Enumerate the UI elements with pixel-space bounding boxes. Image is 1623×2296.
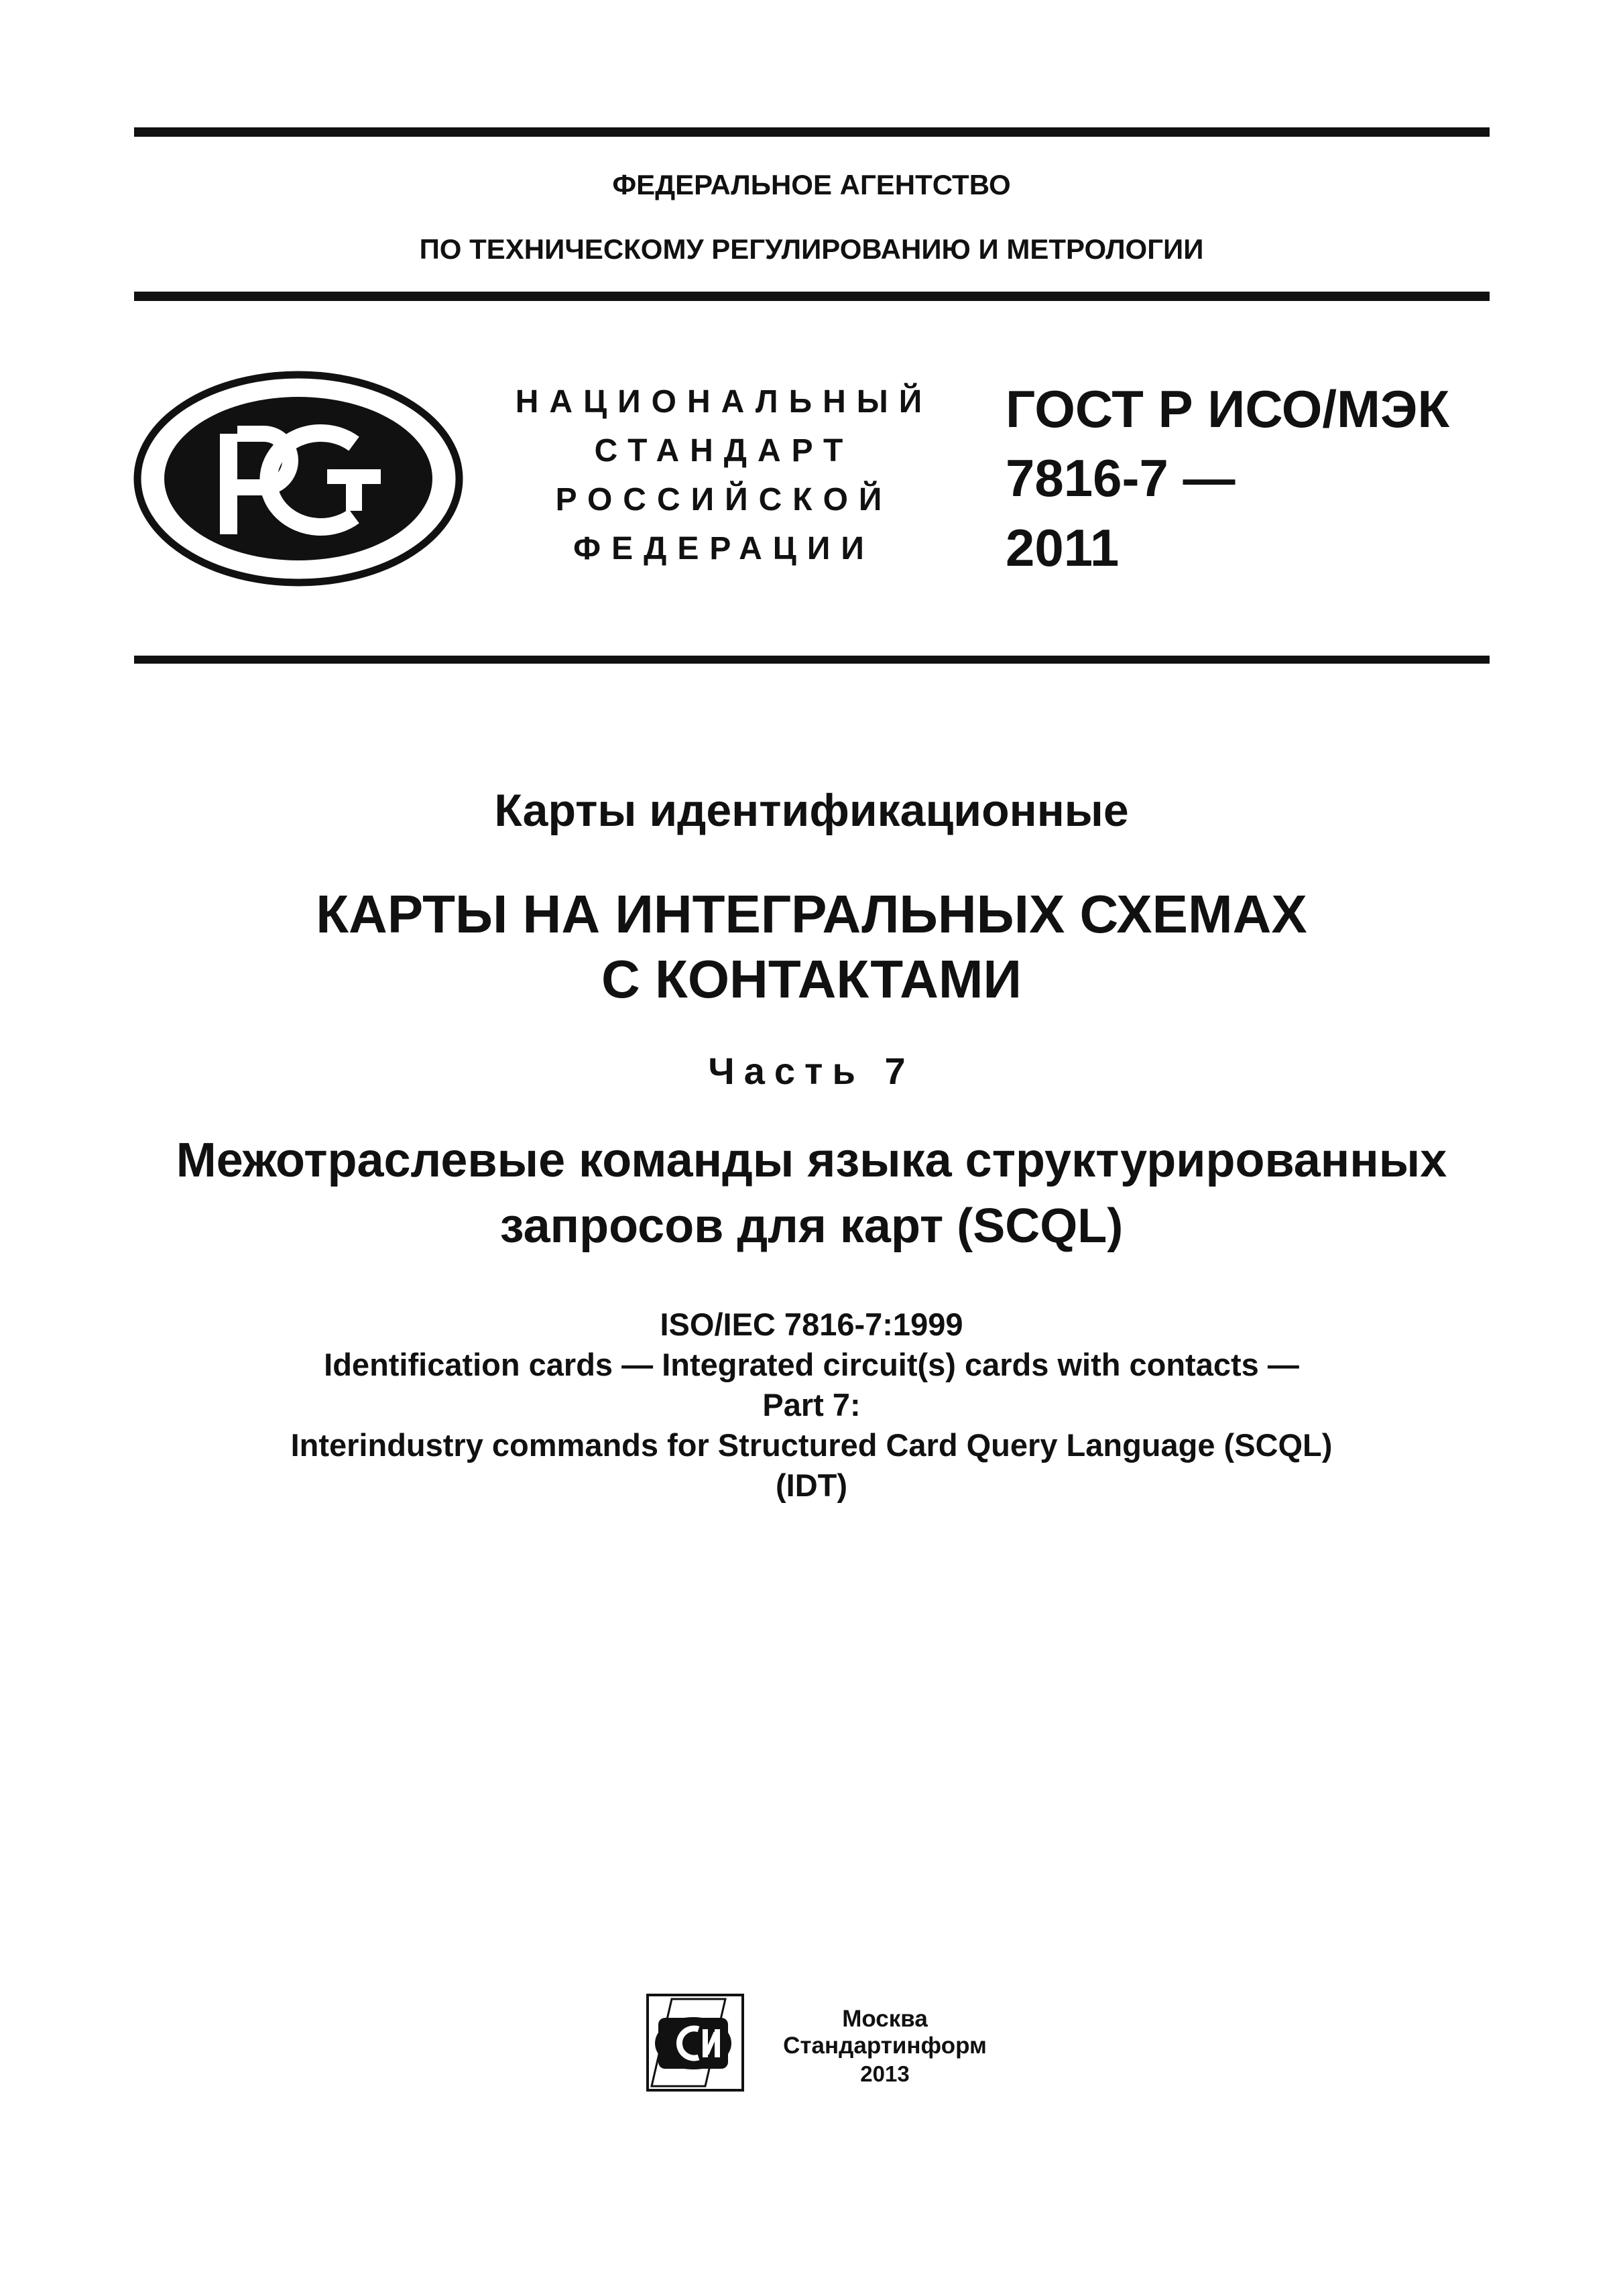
national-line-1: НАЦИОНАЛЬНЫЙ bbox=[515, 384, 933, 420]
rst-certification-logo-icon bbox=[133, 370, 465, 588]
publisher-city: Москва bbox=[842, 2006, 928, 2032]
national-line-2: СТАНДАРТ bbox=[594, 433, 854, 469]
header-bottom-rule bbox=[134, 292, 1490, 301]
iso-line-4: Interindustry commands for Structured Card Query Language (SCQL) bbox=[290, 1427, 1333, 1463]
iso-line-3: Part 7: bbox=[762, 1387, 861, 1423]
designation-line-1: ГОСТ Р ИСО/МЭК bbox=[1006, 379, 1450, 438]
cards-id-title: Карты идентификационные bbox=[494, 785, 1129, 836]
designation-line-3: 2011 bbox=[1006, 518, 1120, 577]
iso-line-1: ISO/IEC 7816-7:1999 bbox=[660, 1307, 963, 1342]
top-rule bbox=[134, 127, 1490, 137]
agency-line-1: ФЕДЕРАЛЬНОЕ АГЕНТСТВО bbox=[612, 169, 1011, 200]
iso-line-2: Identification cards — Integrated circuit(s) cards with contacts — bbox=[324, 1347, 1299, 1382]
national-line-4: ФЕДЕРАЦИИ bbox=[573, 531, 875, 566]
designation-line-2: 7816-7 — bbox=[1006, 448, 1236, 507]
publisher-name: Стандартинформ bbox=[783, 2033, 987, 2059]
iso-line-5: (IDT) bbox=[775, 1467, 847, 1503]
standartinform-logo-icon bbox=[645, 1992, 745, 2093]
national-line-3: РОССИЙСКОЙ bbox=[555, 482, 893, 518]
main-title-line-2: С КОНТАКТАМИ bbox=[601, 949, 1022, 1009]
part-number: Часть 7 bbox=[708, 1050, 915, 1092]
subtitle-line-1: Межотраслевые команды языка структурированных bbox=[176, 1134, 1447, 1187]
main-title-line-1: КАРТЫ НА ИНТЕГРАЛЬНЫХ СХЕМАХ bbox=[316, 884, 1307, 944]
subtitle-line-2: запросов для карт (SCQL) bbox=[499, 1199, 1124, 1253]
designation-bottom-rule bbox=[134, 656, 1490, 664]
agency-line-2: ПО ТЕХНИЧЕСКОМУ РЕГУЛИРОВАНИЮ И МЕТРОЛОГИИ bbox=[419, 233, 1204, 265]
publisher-year: 2013 bbox=[860, 2061, 910, 2086]
